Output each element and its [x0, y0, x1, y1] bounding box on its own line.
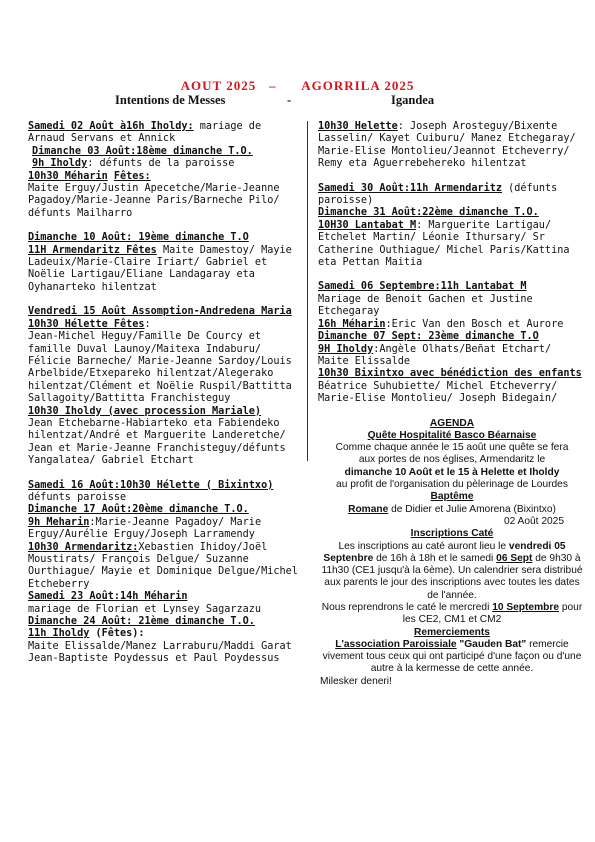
mass-heading: 9H Iholdy [318, 343, 374, 355]
mass-heading: Samedi 23 Août:14h Méharin [28, 591, 188, 603]
rem-text: L'association Paroissiale [335, 638, 457, 650]
mass-text: (défunts paroisse) [318, 182, 558, 207]
mass-heading: Samedi 16 Août:10h30 Hélette ( Bixintxo) [28, 479, 274, 491]
cate-text: 10 Septembre [492, 601, 560, 613]
mass-heading: 9h Meharin [28, 516, 90, 528]
subtitle-right: Igandea [391, 93, 435, 107]
quete-line: aux portes de nos églises, Armendaritz le [358, 454, 546, 466]
mass-heading: 11h Iholdy [28, 628, 90, 640]
mass-text: Jean Etchebarne-Habiarteko eta Fabiendeko hilentzat/André et Marguerite Landeretche/ Jean et Marie-Jeanne Franchisteguy/défunts Yangalatea/ Gabriel Etchart [28, 417, 286, 467]
mass-text: :Eric Van den Bosch et Aurore [385, 318, 564, 330]
mass-heading: (Fêtes): [89, 628, 145, 640]
mass-text: : [144, 318, 151, 330]
mass-heading: 10h30 Bixintxo avec bénédiction des enfants [318, 368, 582, 380]
mass-heading: 11H Armendaritz Fêtes [28, 244, 157, 256]
cate-text: Nous reprendrons le caté le mercredi [321, 601, 493, 613]
quete-line: dimanche 10 Août et le 15 à Helette et Iholdy [344, 466, 560, 478]
mass-text: Béatrice Suhubiette/ Michel Etcheverry/ Marie-Elise Montolieu/ Joseph Bidegain/ [318, 380, 558, 405]
mass-text: : Marguerite Lartigau/ Etchelet Martin/ Léonie Ithursary/ Sr Catherine Outhiague/ Michel Paris/Kattina eta Pettan Maitia [318, 219, 570, 269]
mass-text: Arnaud Servans et Annick [28, 133, 176, 145]
mass-heading: 10h30 Hélette Fêtes [28, 318, 145, 330]
quete-title: Quête Hospitalité Basco Béarnaise [367, 429, 537, 441]
left-column [28, 121, 303, 678]
mass-block-10-aout [28, 232, 303, 294]
mass-text: Jean-Michel Heguy/Famille De Courcy et famille Duval Launoy/Maitexa Indaburu/ Félicie Barneche/ Marie-Jeanne Sardoy/Louis Arbelbide/Etxepareko hilentzat/Alegerako hilentzat/Clément et Noëlie Ruspil/Battitta Sallagoity/Battitta Franchisteguy [28, 331, 292, 405]
mass-heading: 16h Méharin [318, 318, 386, 330]
mass-heading: 9h Iholdy [32, 158, 88, 170]
cate-text: vendredi 05 Septenbre [323, 540, 566, 564]
rem-text: "Gauden Bat" [456, 638, 527, 650]
rem-text: remercie vivement tous ceux qui ont participé d'une façon ou d'une autre à la kermesse de cette année. [322, 638, 582, 675]
mass-block-30-31-aout [318, 183, 586, 270]
mass-heading: Samedi 30 Août:11h Armendaritz [318, 182, 503, 194]
cate-title: Inscriptions Caté [410, 528, 494, 540]
title-month-eu: AGORRILA 2025 [301, 78, 415, 93]
mass-heading: 10H30 Lantabat M [318, 219, 417, 231]
mass-text: défunts paroisse [28, 491, 127, 503]
right-column [318, 121, 586, 688]
title-month-fr: AOUT 2025 [180, 78, 257, 93]
bapteme-line: de Didier et Julie Amorena (Bixintxo) [388, 503, 556, 515]
bapteme-name: Romane [348, 503, 389, 515]
mass-text: Maite Erguy/Justin Apecetche/Marie-Jeanne Pagadoy/Marie-Jeanne Paris/Barneche Pilo/ défunts Mailharro [28, 183, 280, 219]
mass-text: :Marie-Jeanne Pagadoy/ Marie Erguy/Aurélie Erguy/Joseph Larramendy [28, 516, 262, 541]
mass-block-15-aout [28, 306, 303, 467]
mass-text: :Angèle Olhats/Beñat Etchart/ Maite Elissalde [318, 343, 552, 367]
mass-heading: Vendredi 15 Août Assomption-Andredena Maria [28, 306, 292, 318]
page-title [0, 78, 595, 94]
cate-text: pour les CE2, CM1 et CM2 [402, 601, 583, 626]
mass-text: : défunts de la paroisse [87, 158, 235, 170]
subtitle-separator: - [287, 93, 292, 107]
mass-heading: Dimanche 17 Août:20ème dimanche T.O. [28, 504, 249, 516]
rem-text: Milesker deneri! [320, 675, 392, 687]
mass-text: Maite Elissalde/Manez Larraburu/Maddi Garat Jean-Baptiste Poydessus et Paul Poydessus [28, 640, 292, 665]
mass-text: : Joseph Arosteguy/Bixente Lasselin/ Kayet Cuiburu/ Manez Etchegaray/ Marie-Elise Montolieu/Jeannot Etcheverry/ Remy eta Aguerrebehereko hilentzat [318, 121, 576, 170]
mass-block-02-aout [28, 121, 303, 220]
mass-heading: Samedi 06 Septembre:11h Lantabat M [318, 281, 527, 293]
mass-heading: 10h30 Méharin [28, 170, 108, 182]
title-separator: – [268, 78, 277, 93]
mass-heading: 10h30 Helette [318, 121, 398, 132]
bapteme-date: 02 Août 2025 [503, 515, 564, 527]
mass-heading: Fêtes: [113, 170, 151, 182]
mass-text: mariage de [193, 121, 262, 132]
agenda-title: AGENDA [429, 417, 475, 429]
agenda-section [318, 418, 586, 689]
mass-text: Xebastien Ihidoy/Joël Moustirats/ François Delgue/ Suzanne Ourthiague/ Mayie et Dominique Delgue/Michel Etcheberry [28, 541, 298, 590]
quete-line: Comme chaque année le 15 août une quête se fera [335, 442, 569, 454]
mass-text: mariage de Florian et Lynsey Sagarzazu [28, 603, 262, 615]
mass-text: Maite Damestoy/ Mayie Ladeuix/Marie-Claire Iriart/ Gabriel et Noëlie Lartigau/Eliane Landagaray eta Oyhanarteko hilentzat [28, 244, 292, 293]
mass-heading: 10h30 Armendaritz: [28, 541, 139, 553]
mass-block-24-aout-helette [318, 121, 586, 171]
cate-text: Les inscriptions au caté auront lieu le [338, 540, 509, 552]
cate-text: de 16h à 18h et le samedi [373, 552, 497, 564]
mass-heading: Samedi 02 Août à16h Iholdy: [28, 121, 194, 132]
mass-heading: Dimanche 03 Août:18ème dimanche T.O. [32, 145, 253, 157]
quete-line: au profit de l'organisation du pèlerinage de Lourdes [336, 479, 568, 491]
mass-block-06-07-sept [318, 281, 586, 405]
mass-heading: Dimanche 24 Août: 21ème dimanche T.O. [28, 616, 255, 628]
subtitle-left: Intentions de Messes [115, 93, 226, 107]
mass-heading: Dimanche 10 Août: 19ème dimanche T.O [28, 232, 249, 244]
remerciements-title: Remerciements [414, 626, 490, 638]
cate-text: de 9h30 à 11h30 (CE1 jusqu'à la 6ème). Un calendrier sera distribué aux parents le jour des inscriptions avec toutes les dates de l'année. [321, 552, 583, 601]
bapteme-title: Baptême [430, 491, 474, 503]
mass-heading: 10h30 Iholdy (avec procession Mariale) [28, 405, 262, 417]
cate-text: 06 Sept [496, 552, 533, 564]
column-divider [307, 121, 308, 461]
mass-heading: Dimanche 31 Août:22ème dimanche T.O. [318, 207, 539, 219]
mass-block-16-24-aout [28, 480, 303, 666]
mass-heading: Dimanche 07 Sept: 23ème dimanche T.O [318, 331, 539, 343]
mass-text: Mariage de Benoit Gachen et Justine Etchegaray [318, 293, 533, 318]
